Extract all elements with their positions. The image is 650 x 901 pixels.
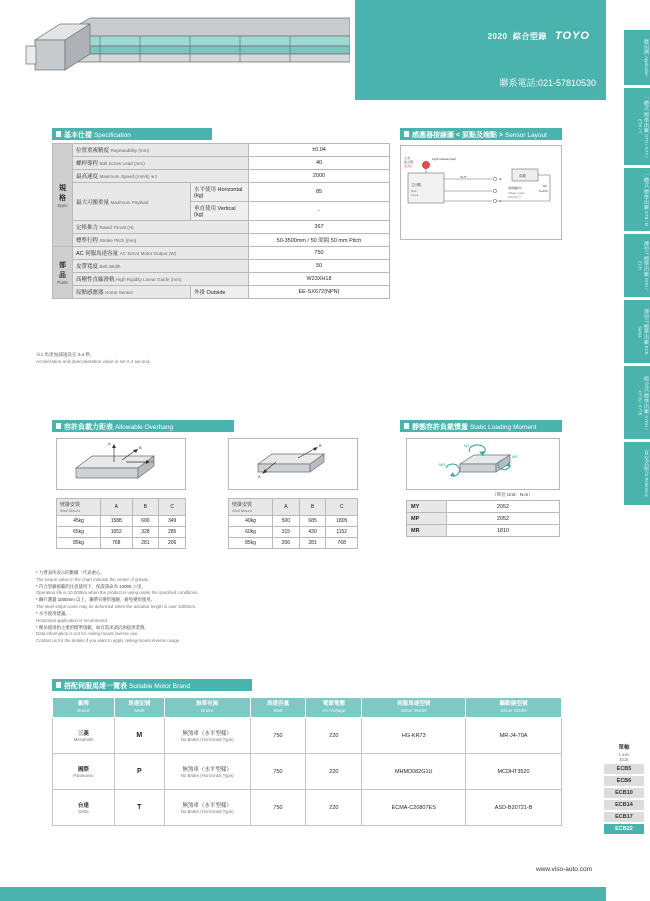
oh1-header-label: 壁掛安裝 Wall Mount xyxy=(57,499,101,516)
svg-text:火光: 火光 xyxy=(404,156,411,160)
brand-row1-mark: P xyxy=(114,754,164,790)
table-row xyxy=(53,221,390,234)
table-row xyxy=(57,538,186,549)
oh2-col-c: C xyxy=(326,499,358,516)
brand-col-mark: 馬達記號 Mark xyxy=(114,698,164,718)
brand-row2-driver: ASD-B20721-B xyxy=(466,790,562,826)
footnote-2-zh: * 鋼片護蓋 1000mm 以上，鋼帶有變形風險，避免變形使用。 xyxy=(36,597,156,603)
side-tab-1-label: 一體式 標準出廠 xyxy=(643,95,649,134)
spec-group-parts-en: Parts xyxy=(57,280,68,285)
side-tab-5[interactable] xyxy=(624,366,650,440)
oh1-row2-c: 206 xyxy=(159,538,186,549)
brand-row0-voltage: 220 xyxy=(306,718,362,754)
table-row xyxy=(53,790,562,826)
section-header-overhang xyxy=(52,420,234,432)
svg-text:Light indicator(red): Light indicator(red) xyxy=(432,157,457,161)
table-row xyxy=(53,247,390,260)
ecb-item-ecb6[interactable]: ECB6 xyxy=(604,776,644,786)
brand-col-brand: 廠牌 Brand xyxy=(53,698,115,718)
oh1-row1-label: 65kg xyxy=(57,527,101,538)
brand-row1-voltage: 220 xyxy=(306,754,362,790)
oh2-col-a: A xyxy=(273,499,300,516)
footnote-0-en: The torque value in the chart indicate the center of gravity. xyxy=(36,576,149,582)
oh1-row0-c: 349 xyxy=(159,516,186,527)
side-tab-0[interactable] xyxy=(624,30,650,86)
table-row xyxy=(229,527,358,538)
svg-text:MY: MY xyxy=(464,443,470,448)
spec-value-9: W23XH18 xyxy=(249,273,390,286)
footnote-2-en: The steel stripe cover may be deformed when the actuator length is over 1000mm. xyxy=(36,604,197,610)
oh2-col-b: B xyxy=(299,499,326,516)
table-row xyxy=(407,513,560,525)
oh2-row0-b: 685 xyxy=(299,516,326,527)
table-row xyxy=(407,525,560,537)
spec-label-6: 標準行程 Stroke Pitch (mm) xyxy=(73,234,249,247)
spec-value-4: - xyxy=(249,202,390,221)
spec-label-5: 定格推力 Rated Thrust (N) xyxy=(73,221,249,234)
side-tab-4-en: ECB Series xyxy=(637,325,649,355)
moment-header-en: Static Loading Moment xyxy=(469,424,537,431)
ecb-item-ecb22[interactable]: ECB22 xyxy=(604,824,644,834)
footnote-3-zh: * 水平使用建議。 xyxy=(36,610,70,616)
spec-value-1: 40 xyxy=(249,157,390,170)
brand-logo: TOYO xyxy=(555,30,590,42)
oh2-row1-label: 60kg xyxy=(229,527,273,538)
sensor-header-zh: 感應器接線圖 < 原點及端點 > xyxy=(412,132,504,139)
side-tab-3-label: 薄型 / 標準出廠 xyxy=(643,241,649,277)
spec-group-spec xyxy=(53,144,73,247)
catalog-title xyxy=(488,30,590,42)
oh2-row0-label: 40kg xyxy=(229,516,273,527)
spec-label-1: 螺桿導程 Ball Screw Lead (mm) xyxy=(73,157,249,170)
ecb-title-code: ECB xyxy=(619,757,629,763)
brand-col-brake: 無單有無 Brake xyxy=(164,698,250,718)
svg-text:B: B xyxy=(319,443,322,448)
spec-footnote xyxy=(36,352,151,366)
sensor-wiring-diagram xyxy=(400,145,562,240)
side-tab-1-en: GTH / GTY / ETH / T xyxy=(637,119,649,158)
oh1-row0-a: 1588 xyxy=(101,516,133,527)
table-row xyxy=(53,754,562,790)
side-tab-0-label: 應用例 xyxy=(643,38,649,55)
section-header-sensor xyxy=(400,128,562,140)
overhang-table-1 xyxy=(56,498,186,549)
spec-label-2: 最高速度 Maximum Speed (mm/s) ※1 xyxy=(73,170,249,183)
spec-value-10: EE-SX672(NPN) xyxy=(249,286,390,299)
section-header-brand xyxy=(52,679,252,691)
side-tab-1[interactable] xyxy=(624,88,650,166)
svg-text:Main: Main xyxy=(411,189,418,193)
spec-value-3: 85 xyxy=(249,183,390,202)
svg-text:A: A xyxy=(258,474,261,479)
svg-text:DC: DC xyxy=(543,184,548,188)
table-row xyxy=(229,538,358,549)
brand-row0-motor: HG-KR73 xyxy=(362,718,466,754)
side-tab-2-label: 一體式 標準出廠 xyxy=(643,172,649,211)
table-row xyxy=(57,527,186,538)
spec-label-8: 皮帶寬度 Belt Width xyxy=(73,260,249,273)
svg-text:circuit: circuit xyxy=(411,193,419,197)
moment-key-1: MP xyxy=(407,513,447,525)
brand-col-watt: 馬達容量 Watt xyxy=(250,698,306,718)
moment-unit-note: （單位 Unit：N.m） xyxy=(492,492,533,497)
footnote-1-en: Operation life is 10,000km when the product is using under the specified conditions. xyxy=(36,590,199,596)
footnote-1-zh: * 符合型錄規範的注意使用下，保證壽命為 10000 公里。 xyxy=(36,583,146,589)
moment-axis-figure xyxy=(406,438,560,490)
svg-text:⊕: ⊕ xyxy=(499,177,502,181)
oh1-row1-b: 328 xyxy=(132,527,159,538)
brand-row1-watt: 750 xyxy=(250,754,306,790)
table-row xyxy=(53,144,390,157)
spec-group-parts xyxy=(53,247,73,299)
spec-sub-4: 垂直使用 Vertical (kg) xyxy=(191,202,249,221)
brand-row0-driver: MR-J4-70A xyxy=(466,718,562,754)
side-tab-3[interactable] xyxy=(624,234,650,298)
oh1-col-a: A xyxy=(101,499,133,516)
oh1-col-b: B xyxy=(132,499,159,516)
svg-text:MP: MP xyxy=(512,454,518,459)
brand-row2-brake: 無煞車（水平型樣） No Brake (Horizontal Type) xyxy=(164,790,250,826)
side-tab-5-label: 組合式 標準出廠 xyxy=(643,375,649,414)
ecb-item-ecb17[interactable]: ECB17 xyxy=(604,812,644,822)
table-row xyxy=(53,718,562,754)
spec-value-0: ±0.04 xyxy=(249,144,390,157)
table-row xyxy=(229,516,358,527)
side-tab-6-label: 直交式組合 xyxy=(643,450,649,477)
ecb-title-zh: 單軸 xyxy=(618,745,630,751)
side-tab-4-label: 薄型 / 標準出廠 xyxy=(643,308,649,345)
spec-sub-10: 外掛 Outside xyxy=(191,286,249,299)
moment-table xyxy=(406,500,560,537)
oh1-row0-b: 600 xyxy=(132,516,159,527)
oh2-row2-a: 206 xyxy=(273,538,300,549)
oh2-row0-c: 1805 xyxy=(326,516,358,527)
section-header-moment xyxy=(400,420,562,432)
overhang-figure-2 xyxy=(228,438,358,490)
spec-group-spec-zh: 規格 xyxy=(59,184,66,202)
brand-row2-motor: ECMA-C20807ES xyxy=(362,790,466,826)
actuator-product-illustration xyxy=(20,6,350,94)
svg-text:(紅色): (紅色) xyxy=(404,164,413,168)
sensor-header-en: Sensor Layout xyxy=(504,132,547,139)
svg-text:負載: 負載 xyxy=(519,174,526,178)
spec-footnote-zh: ※1 馬達加減速設定 0.4 秒。 xyxy=(36,352,95,357)
overhang-header-zh: 容許負載力距表 xyxy=(64,424,113,431)
footnote-3-en: Horizontal application is recommend. xyxy=(36,617,108,623)
spec-value-6: 50-3500mm / 50 間隔 50 mm Pitch xyxy=(249,234,390,247)
oh2-header-label: 壁掛安裝 Wall Mount xyxy=(229,499,273,516)
moment-value-0: 2052 xyxy=(447,501,560,513)
moment-value-1: 2052 xyxy=(447,513,560,525)
brand-row0-mark: M xyxy=(114,718,164,754)
oh2-row0-a: 500 xyxy=(273,516,300,527)
brand-col-motor: 伺服馬達型號 Motor Model xyxy=(362,698,466,718)
catalog-name: 綜合型錄 xyxy=(512,32,547,41)
table-row xyxy=(407,501,560,513)
oh2-row1-c: 1152 xyxy=(326,527,358,538)
oh1-col-c: C xyxy=(159,499,186,516)
brand-row1-motor: MHMD082G1U xyxy=(362,754,466,790)
ecb-item-ecb14[interactable]: ECB14 xyxy=(604,800,644,810)
bottom-bar xyxy=(0,887,606,901)
overhang-footnotes xyxy=(36,570,199,645)
ecb-model-list xyxy=(604,745,644,834)
catalog-year: 2020 xyxy=(487,32,508,41)
contact-phone: 聯系電話:021-57810530 xyxy=(499,78,596,88)
table-row xyxy=(53,286,390,299)
ecb-title-en: 1 axis xyxy=(618,751,630,757)
spec-label-9: 高剛性直線滑軌 High Rigidity Linear Guide (mm) xyxy=(73,273,249,286)
spec-value-7: 750 xyxy=(249,247,390,260)
svg-text:主回路: 主回路 xyxy=(411,183,422,187)
oh1-row2-a: 768 xyxy=(101,538,133,549)
spec-group-spec-en: Spec xyxy=(57,202,68,208)
svg-text:⊖: ⊖ xyxy=(499,199,502,203)
section-header-specification xyxy=(52,128,212,140)
brand-row2-voltage: 220 xyxy=(306,790,362,826)
brand-header-en: Suitable Motor Brand xyxy=(128,683,191,690)
svg-text:100mA以下: 100mA以下 xyxy=(508,196,522,199)
specification-table xyxy=(52,143,390,299)
oh1-row2-b: 281 xyxy=(132,538,159,549)
brand-row2-mark: T xyxy=(114,790,164,826)
brand-row0-brand: 三菱 Mitsubishi xyxy=(53,718,115,754)
oh1-row1-c: 285 xyxy=(159,527,186,538)
brand-col-voltage: 電源電壓 AC-Voltage xyxy=(306,698,362,718)
overhang-figure-1 xyxy=(56,438,186,490)
side-tab-2[interactable] xyxy=(624,168,650,232)
overhang-table-2 xyxy=(228,498,358,549)
brand-row0-brake: 無煞車（水平型樣） No Brake (Horizontal Type) xyxy=(164,718,250,754)
spec-value-8: 50 xyxy=(249,260,390,273)
ecb-list-title xyxy=(604,745,644,762)
spec-header-zh: 基本仕樣 xyxy=(64,132,92,139)
ecb-item-ecb5[interactable]: ECB5 xyxy=(604,764,644,774)
spec-group-parts-zh: 部品 xyxy=(59,262,66,279)
footnote-5-en: Contact us for the details if you want to apply ceiling-mount inverse usage. xyxy=(36,638,181,644)
brand-row2-watt: 750 xyxy=(250,790,306,826)
oh2-row1-b: 430 xyxy=(299,527,326,538)
table-row xyxy=(53,234,390,247)
spec-sub-3: 水平使用 Horizontal (kg) xyxy=(191,183,249,202)
footnote-0-zh: * 力臂表所表示的數據「代表重心。 xyxy=(36,570,105,575)
oh2-row2-label: 85kg xyxy=(229,538,273,549)
table-row xyxy=(53,170,390,183)
brand-header-zh: 搭配伺服馬達一覽表 xyxy=(64,683,127,690)
table-row xyxy=(229,499,358,516)
svg-text:B: B xyxy=(139,445,142,450)
spec-value-5: 367 xyxy=(249,221,390,234)
svg-text:指示燈: 指示燈 xyxy=(404,160,414,164)
svg-text:MR: MR xyxy=(439,462,446,467)
motor-brand-table xyxy=(52,697,562,826)
brand-row1-brand: 國際 Panasonic xyxy=(53,754,115,790)
oh1-row2-label: 85kg xyxy=(57,538,101,549)
oh2-row2-b: 281 xyxy=(299,538,326,549)
brand-row2-brand: 台達 Delta xyxy=(53,790,115,826)
moment-key-2: MR xyxy=(407,525,447,537)
brand-row0-watt: 750 xyxy=(250,718,306,754)
table-row xyxy=(53,260,390,273)
moment-value-2: 1810 xyxy=(447,525,560,537)
spec-value-2: 2000 xyxy=(249,170,390,183)
side-tab-6[interactable] xyxy=(624,442,650,506)
brand-col-driver: 驅動器型號 Driver Model xyxy=(466,698,562,718)
svg-text:(控制輸出): (控制輸出) xyxy=(508,186,522,190)
table-row xyxy=(53,157,390,170)
moment-header-zh: 靜態容許負載慣量 xyxy=(412,424,468,431)
svg-text:C: C xyxy=(151,459,154,464)
spec-footnote-en: Acceleration and deacceleration value is set 0.4 second. xyxy=(36,358,151,364)
oh1-row1-a: 1052 xyxy=(101,527,133,538)
side-tab-4[interactable] xyxy=(624,300,650,364)
svg-text:OUT: OUT xyxy=(460,175,467,179)
footnote-4-zh: * 倒吊使用指主要的標準規範，如有需求請洽詢提供業務。 xyxy=(36,624,149,630)
moment-key-0: MY xyxy=(407,501,447,513)
table-row xyxy=(57,499,186,516)
side-tab-5-en: XYGD / XYTB / XYTB xyxy=(637,389,649,430)
table-row xyxy=(53,273,390,286)
svg-text:Voltage output: Voltage output xyxy=(508,192,525,195)
table-header-row xyxy=(53,698,562,718)
spec-label-3: 最大可搬重量 Maximum Payload xyxy=(73,183,191,221)
website-url[interactable]: www.viso-auto.com xyxy=(536,866,592,873)
spec-label-0: 位置重複精度 Repeatability (mm) xyxy=(73,144,249,157)
table-row xyxy=(57,516,186,527)
side-tab-3-en: GDH / ECH xyxy=(637,261,649,290)
side-tab-0-en: Application xyxy=(644,55,649,77)
svg-text:5~24V: 5~24V xyxy=(539,189,548,193)
spec-label-7: AC 伺服馬達容量 AC Servo Motor Output (W) xyxy=(73,247,249,260)
side-tab-2-en: ETB / M xyxy=(644,211,649,227)
ecb-item-ecb10[interactable]: ECB10 xyxy=(604,788,644,798)
spec-header-en: Specification xyxy=(93,132,131,139)
brand-row1-brake: 無煞車（水平型樣） No Brake (Horizontal Type) xyxy=(164,754,250,790)
footnote-4-en: Data information is not for ceiling-mount inverse use. xyxy=(36,631,139,637)
brand-row1-driver: MCDHT3520 xyxy=(466,754,562,790)
oh1-row0-label: 45kg xyxy=(57,516,101,527)
overhang-header-en: Allowable Overhang xyxy=(114,424,174,431)
spec-label-10: 原點感應器 Home Sensor xyxy=(73,286,191,299)
side-tab-6-en: Reference xyxy=(644,477,649,497)
svg-text:A: A xyxy=(108,441,111,446)
oh2-row1-a: 315 xyxy=(273,527,300,538)
oh2-row2-c: 768 xyxy=(326,538,358,549)
table-row xyxy=(53,183,390,202)
